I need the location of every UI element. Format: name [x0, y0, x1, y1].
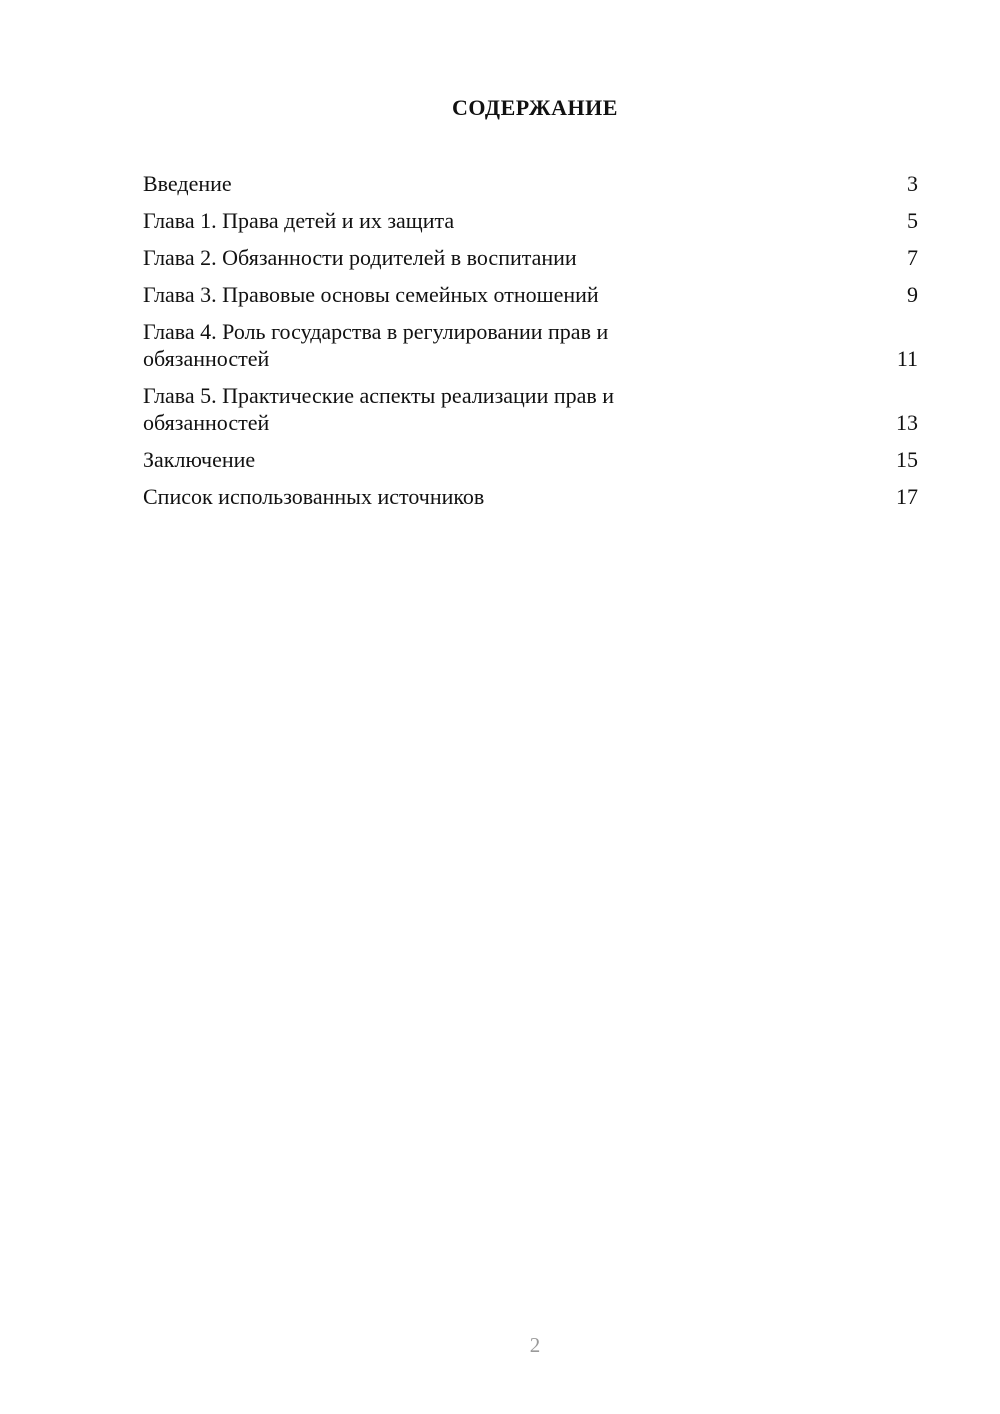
toc-entry-text: Глава 5. Практические аспекты реализации прав и обязанностей [143, 383, 615, 435]
toc-entry-conclusion [143, 446, 918, 473]
toc-entry-page: 5 [907, 208, 918, 233]
toc-entry-introduction [143, 170, 918, 197]
toc-entry-text: Глава 4. Роль государства в регулировании прав и обязанностей [143, 319, 609, 371]
toc-entry-chapter-4 [143, 318, 918, 372]
toc-entry-text: Заключение [143, 447, 256, 472]
toc-entry-text: Глава 2. Обязанности родителей в воспитании [143, 245, 577, 270]
toc-entry-page: 15 [896, 447, 918, 472]
toc-entry-chapter-3 [143, 281, 918, 308]
table-of-contents [143, 170, 918, 520]
toc-entry-page: 13 [896, 410, 918, 435]
toc-entry-chapter-2 [143, 244, 918, 271]
toc-entry-text: Список использованных источников [143, 484, 485, 509]
toc-entry-text: Глава 1. Права детей и их защита [143, 208, 455, 233]
toc-entry-text: Введение [143, 171, 232, 196]
toc-title: СОДЕРЖАНИЕ [452, 95, 618, 120]
page-number: 2 [529, 1333, 541, 1357]
toc-entry-text: Глава 3. Правовые основы семейных отношений [143, 282, 599, 307]
toc-entry-page: 17 [896, 484, 918, 509]
toc-entry-references [143, 483, 918, 510]
toc-entry-page: 3 [907, 171, 918, 196]
toc-entry-chapter-1 [143, 207, 918, 234]
toc-entry-page: 11 [896, 346, 918, 371]
toc-entry-page: 7 [907, 245, 918, 270]
toc-entry-chapter-5 [143, 382, 918, 436]
toc-entry-page: 9 [907, 282, 918, 307]
